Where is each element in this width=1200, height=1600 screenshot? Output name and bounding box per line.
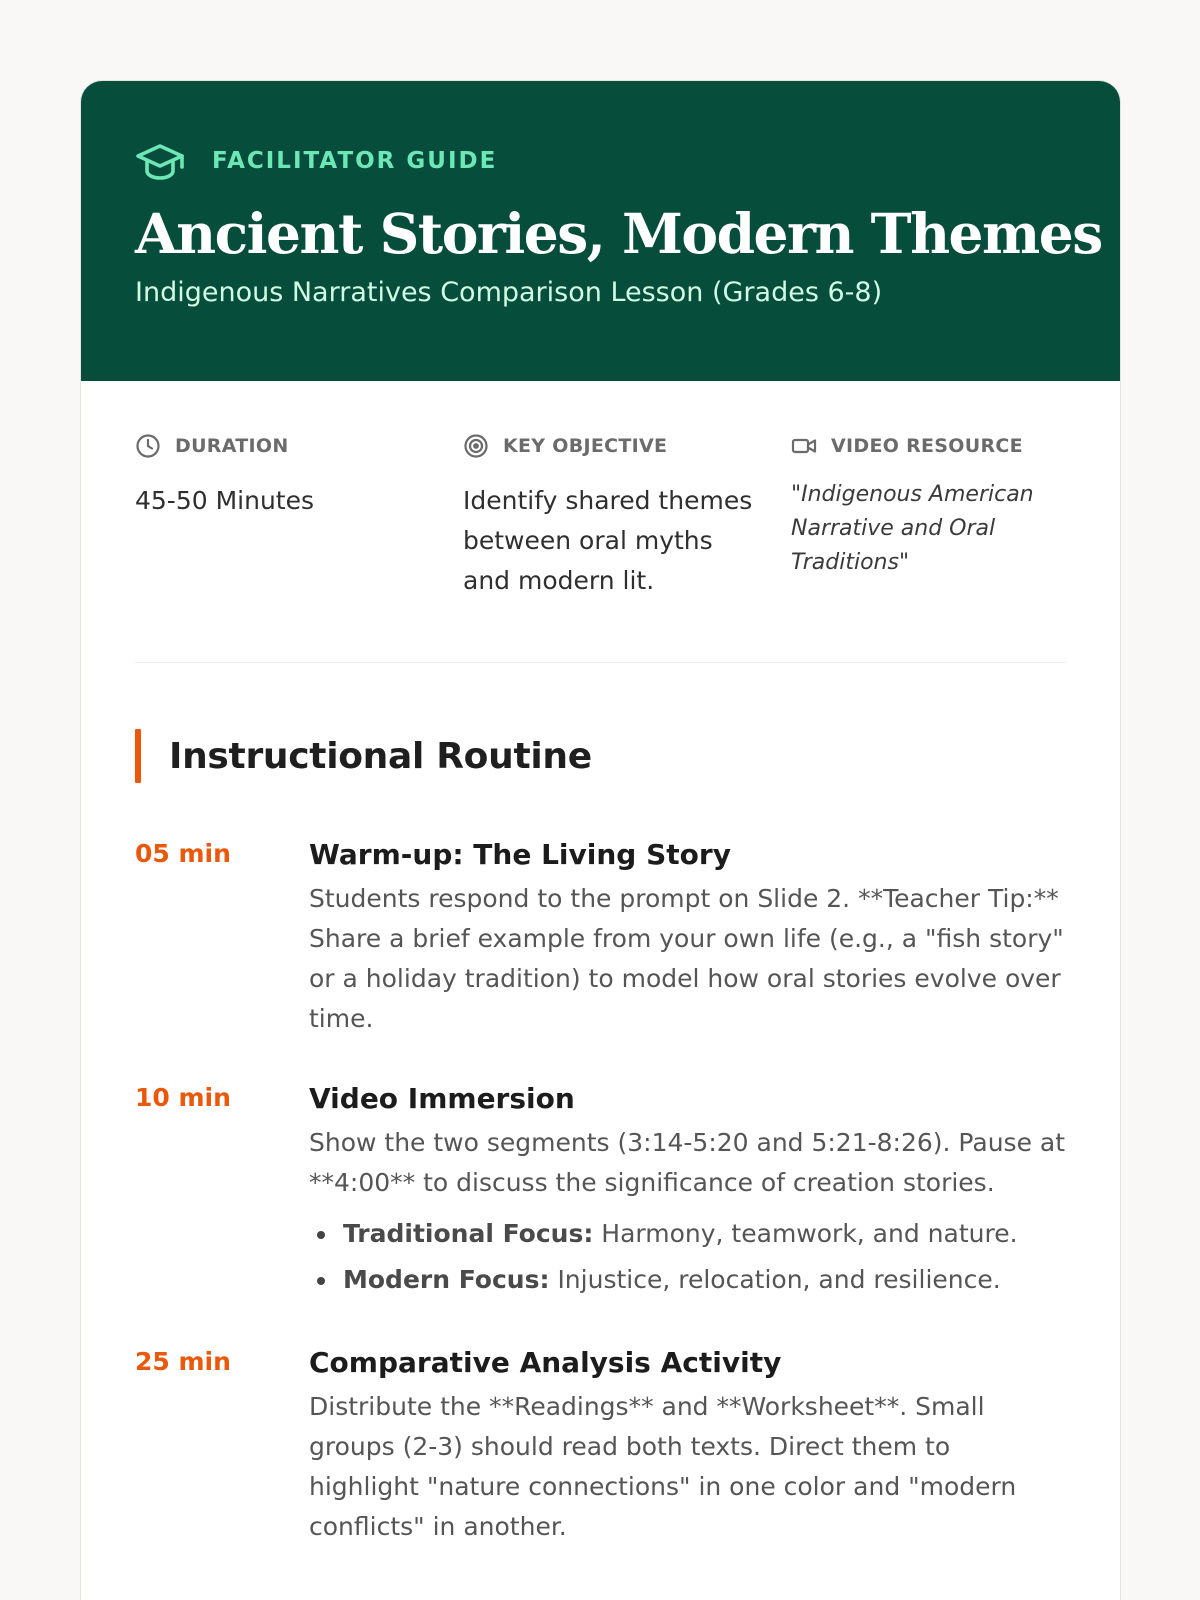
step-title: Video Immersion: [309, 1082, 575, 1115]
video-camera-icon: [791, 433, 817, 459]
page-title: Ancient Stories, Modern Themes: [135, 201, 1102, 266]
lesson-card: [80, 80, 1121, 1600]
meta-label-objective: KEY OBJECTIVE: [503, 435, 668, 457]
section-accent-bar: [135, 729, 141, 783]
list-item-label: Modern Focus:: [343, 1265, 550, 1294]
step-video-immersion: [135, 1079, 1066, 1303]
step-description: Students respond to the prompt on Slide 2. **Teacher Tip:** Share a brief example from your own life (e.g., a "fish story" or a holiday tradition) to model how oral stories evolve over time.: [309, 884, 1064, 1033]
list-item: [309, 1211, 1066, 1257]
meta-value-objective: Identify shared themes between oral myths and modern lit.: [463, 486, 753, 595]
step-warm-up: [135, 835, 1066, 1039]
meta-row: [135, 431, 1066, 663]
section-title: Instructional Routine: [169, 735, 592, 777]
focus-list: [309, 1211, 1066, 1303]
meta-label-duration: DURATION: [175, 435, 289, 457]
step-title: Warm-up: The Living Story: [309, 838, 731, 871]
list-item: [309, 1257, 1066, 1303]
meta-objective: [463, 431, 763, 601]
step-title: Comparative Analysis Activity: [309, 1346, 782, 1379]
eyebrow: [135, 141, 1066, 181]
meta-value-duration: 45-50 Minutes: [135, 486, 315, 515]
step-time: 05 min: [135, 839, 231, 868]
list-item-text: Injustice, relocation, and resilience.: [557, 1265, 1001, 1294]
meta-video: [791, 431, 1061, 580]
page-subtitle: Indigenous Narratives Comparison Lesson (Grades 6-8): [135, 277, 883, 308]
routine-steps: [135, 835, 1066, 1547]
meta-duration: [135, 431, 435, 521]
clock-icon: [135, 433, 161, 459]
eyebrow-label: FACILITATOR GUIDE: [212, 148, 498, 174]
guide-header: [81, 81, 1120, 381]
list-item-text: Harmony, teamwork, and nature.: [601, 1219, 1018, 1248]
step-time: 10 min: [135, 1083, 231, 1112]
target-icon: [463, 433, 489, 459]
meta-value-video: "Indigenous American Narrative and Oral Traditions": [791, 482, 1034, 575]
guide-body: [81, 381, 1120, 1547]
meta-label-video: VIDEO RESOURCE: [831, 435, 1023, 457]
list-item-label: Traditional Focus:: [343, 1219, 594, 1248]
step-description: Distribute the **Readings** and **Worksheet**. Small groups (2-3) should read both texts. Direct them to highlight "nature connections" in one color and "modern conflicts" in another.: [309, 1392, 1017, 1541]
step-comparative-analysis: [135, 1343, 1066, 1547]
step-description: Show the two segments (3:14-5:20 and 5:21-8:26). Pause at **4:00** to discuss the significance of creation stories.: [309, 1128, 1066, 1197]
step-time: 25 min: [135, 1347, 231, 1376]
section-heading: [135, 729, 1066, 783]
graduation-cap-icon: [135, 141, 187, 181]
